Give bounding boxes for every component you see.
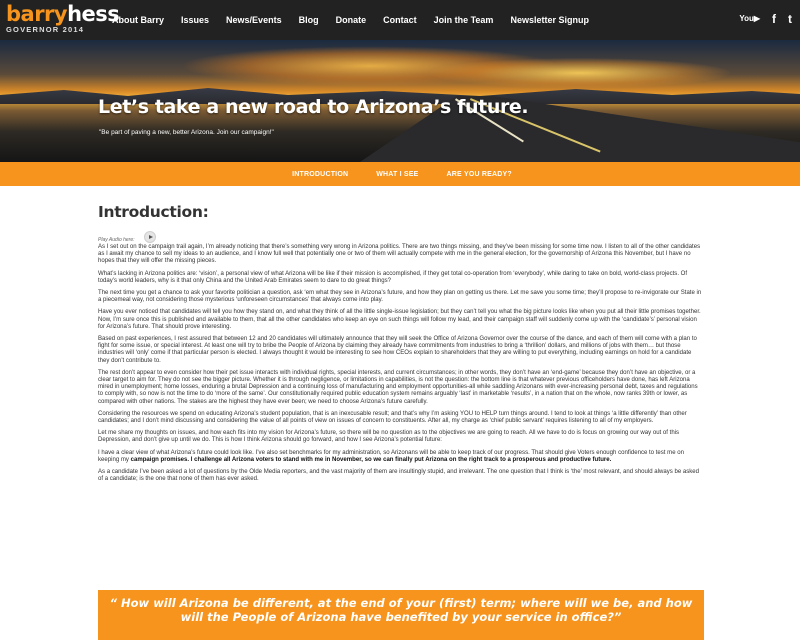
nav-blog[interactable]: Blog <box>298 15 319 25</box>
main-nav <box>112 0 606 40</box>
paragraph: Let me share my thoughts on issues, and how each fits into my vision for Arizona’s future, so there will be no question as to the objectives we are going to reach. All we have to do is focus on growing our way out of this Depression, and don’t give up until we do. This is how I think Arizona should go forward, and how I see Arizona’s potential future: <box>98 430 680 444</box>
sunset-cloud <box>430 58 730 88</box>
logo-wordmark: barryhess <box>6 2 120 26</box>
top-navbar <box>0 0 800 40</box>
paragraph-bold-text: campaign promises. I challenge all Arizona voters to stand with me in November, so we can finally put Arizona on the right track to a prosperous and productive future. <box>130 456 612 463</box>
nav-contact[interactable]: Contact <box>383 15 417 25</box>
main-content <box>98 202 704 624</box>
nav-join-the-team[interactable]: Join the Team <box>433 15 494 25</box>
hero-banner <box>0 40 800 162</box>
hero-title: Let’s take a new road to Arizona’s future. <box>98 96 529 118</box>
page-title: Introduction: <box>98 203 209 221</box>
section-nav <box>0 162 800 186</box>
tab-introduction[interactable]: INTRODUCTION <box>292 170 349 178</box>
paragraph: The rest don’t appear to even consider how their pet issue interacts with individual rights, special interests, and current circumstances; in other words, they don’t have an ‘end-game’ because they don’t have an objective, or a clear target to aim for. They do not see the bigger picture. Whether it is through negligence, or limitations in capabilities, is not the question: the bottom line is that whatever previous officeholders have done, has left Arizona mired in unemployment; home losses, enduring a brutal Depression and a continuing loss of manufacturing and employment opportunities-all while saddling Arizonans with ever-increasing personal debt, taxes and regulations to comply with, so now is not the time to do ‘more of the same’. Our constitutionally required public education system remains arguably ‘last’ in marketable ‘results’, in a nation that on the whole, now ranks 39th or lower, as compared with other nations. The stakes are the highest they have ever been; we need to choose Arizona’s future carefully. <box>98 369 698 405</box>
quote-text: “ How will Arizona be different, at the end of your (first) term; where will we be, and how will the People of Arizona have benefited by your service in office?” <box>109 596 693 624</box>
tab-are-you-ready[interactable]: ARE YOU READY? <box>446 170 512 178</box>
audio-label: Play Audio here: <box>98 237 135 243</box>
paragraph: The next time you get a chance to ask your favorite politician a question, ask ‘em what they see in Arizona’s future, and how they plan on getting us there. Let me save you some time; they’ll propose to re-invigorate our State in a piecemeal way, not considering those mysterious ‘unforeseen circumstances’ that always come into play. <box>98 290 702 304</box>
logo-subtitle: GOVERNOR 2014 <box>6 25 85 34</box>
paragraph: What’s lacking in Arizona politics are: ‘vision’, a personal view of what Arizona will be like if their mission is accomplished, if they get total co-operation from ‘everybody’, while daring to take on bold, world-class projects. Of today’s world leaders, why is it that only China and the United Arab Emirates seem to dare to do great things? <box>98 270 688 284</box>
youtube-icon[interactable]: You▶ <box>739 14 760 23</box>
facebook-icon[interactable]: f <box>772 12 776 26</box>
twitter-icon[interactable]: t <box>788 12 792 26</box>
nav-about-barry[interactable]: About Barry <box>112 15 165 25</box>
paragraph: Based on past experiences, I rest assured that between 12 and 20 candidates will ultimately announce that they will seek the Office of Arizona Governor over the course of the dance, and each of them will come with a plan to fight for some issue, or special interest. At least one will try to bribe the People of Arizona by claiming they already have commitments from industries to bring a ‘thrillion’ dollars, and millions of jobs with them… but those industries will ‘only’ come if that particular person is elected. I always thought it would be interesting to see how CEOs explain to shareholders that they are willing to put everything, including earnings on hold for a candidate they don’t contribute to. <box>98 336 697 364</box>
paragraph: Considering the resources we spend on educating Arizona’s student population, that is an inexcusable result; and that’s why I’m asking YOU to HELP turn things around. I tend to look at things ‘a little differently’ than other candidates; and I don’t mind discussing and considering the value of all points of view on issues of concern to constituents. After all, my charge as ‘chief public servant’ requires listening to all of my employers. <box>98 410 687 425</box>
highlight-quote <box>98 590 704 640</box>
nav-donate[interactable]: Donate <box>335 15 367 25</box>
paragraph: Have you ever noticed that candidates will tell you how they stand on, and what they think of all the little single-issue legislation; but they can’t tell you what the big picture looks like when you put all their little promises together. Now, I’m sure once this is published and available to them, that all the other candidates who keep an eye on such things will follow my lead, and their campaign staff will suddenly come up with the ‘candidate’s’ personal vision for Arizona’s future. That should prove interesting. <box>98 309 701 330</box>
paragraph: As I set out on the campaign trail again, I’m already noticing that there’s something very wrong in Arizona politics. There are two things missing, and they’ve been missing for some time now. I listen to all of the other candidates as I await my chance to sell my ideas to an audience, and I know full well that potentially one or two of them will actually compete with me in the general election, for the governorship of Arizona this November, but I have no hopes that they will offer the missing pieces. <box>98 244 701 265</box>
nav-issues[interactable]: Issues <box>181 15 210 25</box>
tab-what-i-see[interactable]: WHAT I SEE <box>376 170 419 178</box>
play-button[interactable] <box>144 231 156 243</box>
paragraph <box>98 450 704 464</box>
nav-news-events[interactable]: News/Events <box>226 15 282 25</box>
paragraph: As a candidate I’ve been asked a lot of questions by the Olde Media reporters, and the vast majority of them are insultingly stupid, and irrelevant. The one question that I think is ‘the’ most relevant, and should always be asked of a candidate; is the one that none of them has ever asked. <box>98 469 700 483</box>
article-body <box>98 244 704 488</box>
hero-tagline: "Be part of paving a new, better Arizona. Join our campaign!" <box>99 129 274 136</box>
paragraph-text: I have a clear view of what Arizona’s future could look like. I’ve also set benchmarks for my administration, so Arizonans will be able to keep track of our progress. That should give Voters enough confidence to test me on keeping my <box>98 449 684 463</box>
site-logo[interactable] <box>6 2 120 37</box>
social-links <box>739 12 792 26</box>
nav-newsletter-signup[interactable]: Newsletter Signup <box>510 15 589 25</box>
